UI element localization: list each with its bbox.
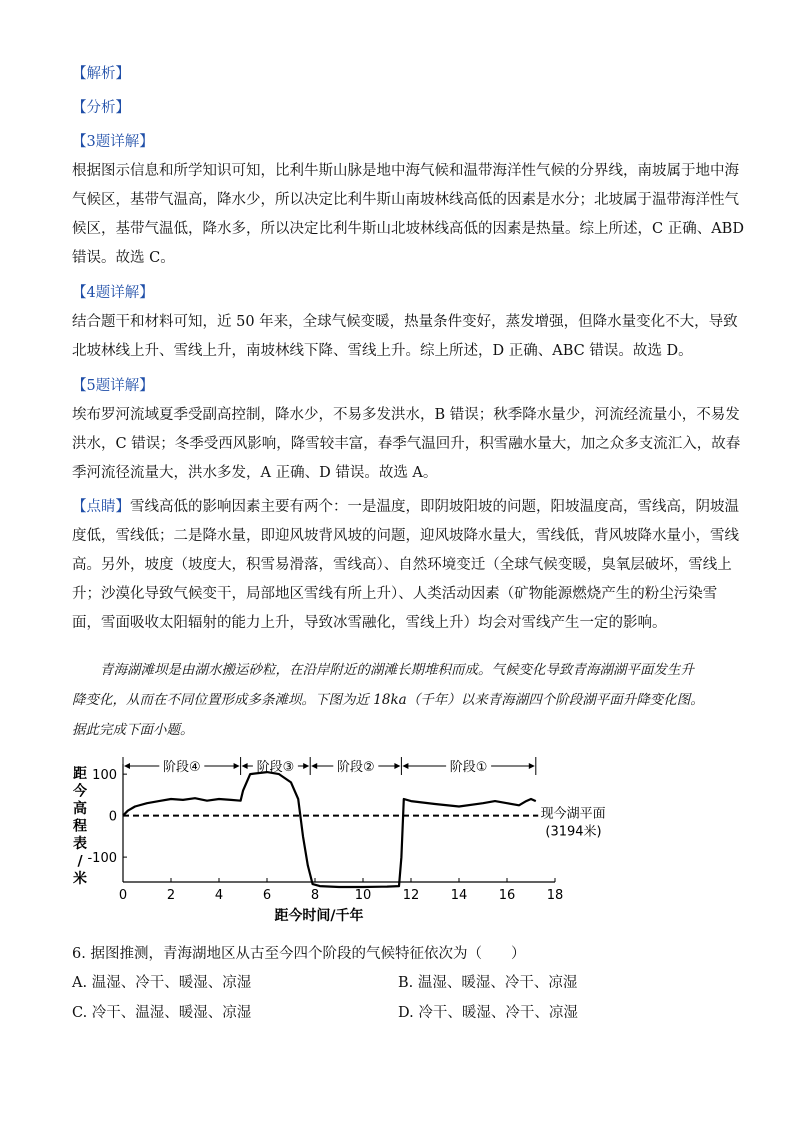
q3-line: 错误。故选 C。 bbox=[72, 250, 175, 266]
y-axis-label bbox=[72, 765, 87, 887]
option-d-label: D. bbox=[398, 1005, 414, 1021]
stage-arrowhead bbox=[394, 763, 400, 769]
q3-line: 候区，基带气温低，降水多，所以决定比利牛斯山北坡林线高低的因素是热量。综上所述，C 正确、ABD bbox=[72, 221, 744, 237]
y-tick-label: 100 bbox=[92, 768, 117, 784]
heading-dianjing: 【点睛】 bbox=[72, 499, 130, 515]
stage-arrowhead bbox=[529, 763, 535, 769]
y-axis-label-char: 程 bbox=[73, 818, 87, 835]
heading-jiexi: 【解析】 bbox=[72, 66, 130, 82]
lake-level-curve bbox=[123, 772, 536, 887]
stage-label: 阶段④ bbox=[162, 760, 201, 775]
present-lake-level-label: 现今湖平面 bbox=[540, 806, 606, 822]
y-tick-label: -100 bbox=[87, 851, 117, 867]
q5-line: 洪水，C 错误；冬季受西风影响，降雪较丰富，春季气温回升，积雪融水量大，加之众多支流汇入，故春 bbox=[72, 436, 741, 452]
passage-line: 据此完成下面小题。 bbox=[72, 722, 194, 738]
x-tick-label: 18 bbox=[546, 888, 564, 903]
stage-arrowhead bbox=[234, 763, 240, 769]
x-tick-label: 14 bbox=[450, 888, 468, 903]
stage-label: 阶段② bbox=[336, 760, 375, 775]
dianjing-line: 面，雪面吸收太阳辐射的能力上升，导致冰雪融化，雪线上升）均会对雪线产生一定的影响。 bbox=[72, 615, 667, 631]
present-lake-level-elevation: (3194米) bbox=[545, 824, 602, 840]
x-tick-label: 16 bbox=[498, 888, 516, 903]
heading-q4: 【4题详解】 bbox=[72, 285, 154, 301]
stage-arrowhead bbox=[311, 763, 317, 769]
y-axis-label-char: 今 bbox=[73, 783, 87, 800]
heading-q5: 【5题详解】 bbox=[72, 378, 154, 394]
stage-arrowhead bbox=[303, 763, 309, 769]
x-tick-label: 6 bbox=[262, 888, 272, 903]
y-axis-label-char: 表 bbox=[73, 836, 87, 852]
y-axis-label-char: 米 bbox=[73, 871, 87, 887]
dianjing-line bbox=[72, 497, 739, 517]
q3-line: 气候区，基带气温高，降水少，所以决定比利牛斯山南坡林线高低的因素是水分；北坡属于温带海洋性气 bbox=[72, 192, 739, 208]
option-c-label: C. bbox=[72, 1005, 88, 1021]
option-c-text: 冷干、温湿、暖湿、凉湿 bbox=[91, 1005, 252, 1021]
stage-arrowhead bbox=[124, 763, 130, 769]
y-axis-label-char: 高 bbox=[73, 801, 87, 817]
option-b-label: B. bbox=[398, 975, 414, 991]
q4-line: 结合题干和材料可知，近 50 年来，全球气候变暖，热量条件变好，蒸发增强，但降水量变化不大，导致 bbox=[72, 314, 738, 330]
stage-arrowhead bbox=[242, 763, 248, 769]
y-axis-label-char: 距 bbox=[73, 766, 87, 782]
stage-label: 阶段③ bbox=[256, 760, 295, 775]
dianjing-line: 高。另外，坡度（坡度大，积雪易滑落，雪线高）、自然环境变迁（全球气候变暖，臭氧层破坏，雪线上 bbox=[72, 557, 732, 573]
y-axis-label-char: / bbox=[77, 853, 83, 870]
option-a-text: 温湿、冷干、暖湿、凉湿 bbox=[91, 975, 252, 991]
dianjing-text: 雪线高低的影响因素主要有两个：一是温度，即阴坡阳坡的问题，阳坡温度高，雪线高，阴坡温 bbox=[130, 499, 739, 515]
option-b-text: 温湿、暖湿、冷干、凉湿 bbox=[417, 975, 578, 991]
stage-arrowhead bbox=[402, 763, 408, 769]
y-tick-label: 0 bbox=[108, 809, 117, 825]
q4-line: 北坡林线上升、雪线上升，南坡林线下降、雪线上升。综上所述，D 正确、ABC 错误。故选 D。 bbox=[72, 343, 693, 359]
option-a-label: A. bbox=[72, 975, 88, 991]
heading-fenxi: 【分析】 bbox=[72, 100, 130, 116]
x-tick-label: 12 bbox=[402, 888, 420, 903]
x-tick-label: 0 bbox=[118, 888, 128, 903]
question-6-stem: 6. 据图推测，青海湖地区从古至今四个阶段的气候特征依次为（ ） bbox=[72, 946, 526, 962]
dianjing-line: 度低，雪线低；二是降水量，即迎风坡背风坡的问题，迎风坡降水量大，雪线低，背风坡降水量小，雪线 bbox=[72, 528, 739, 544]
heading-q3: 【3题详解】 bbox=[72, 134, 154, 150]
option-d[interactable] bbox=[398, 1003, 578, 1023]
lake-level-chart bbox=[60, 750, 660, 930]
passage-line: 青海湖滩坝是由湖水搬运砂粒，在沿岸附近的湖滩长期堆积而成。气候变化导致青海湖湖平面发生升 bbox=[100, 662, 694, 678]
x-tick-label: 2 bbox=[166, 888, 176, 903]
stage-label: 阶段① bbox=[449, 760, 488, 775]
q3-line: 根据图示信息和所学知识可知，比利牛斯山脉是地中海气候和温带海洋性气候的分界线，南坡属于地中海 bbox=[72, 163, 739, 179]
x-tick-label: 8 bbox=[310, 888, 320, 903]
option-a[interactable] bbox=[72, 973, 251, 993]
q5-line: 季河流径流量大，洪水多发，A 正确、D 错误。故选 A。 bbox=[72, 465, 438, 481]
dianjing-line: 升；沙漠化导致气候变干，局部地区雪线有所上升）、人类活动因素（矿物能源燃烧产生的粉尘污染雪 bbox=[72, 586, 718, 602]
x-tick-label: 4 bbox=[214, 888, 224, 903]
passage-line: 降变化，从而在不同位置形成多条滩坝。下图为近 18ka（千年）以来青海湖四个阶段湖平面升降变化图。 bbox=[72, 692, 704, 708]
x-tick-label: 10 bbox=[354, 888, 372, 903]
q5-line: 埃布罗河流域夏季受副高控制，降水少，不易多发洪水，B 错误；秋季降水量少，河流经流量小，不易发 bbox=[72, 407, 740, 423]
option-d-text: 冷干、暖湿、冷干、凉湿 bbox=[418, 1005, 578, 1021]
x-axis-label: 距今时间/千年 bbox=[274, 908, 364, 924]
option-b[interactable] bbox=[398, 973, 577, 993]
option-c[interactable] bbox=[72, 1003, 251, 1023]
